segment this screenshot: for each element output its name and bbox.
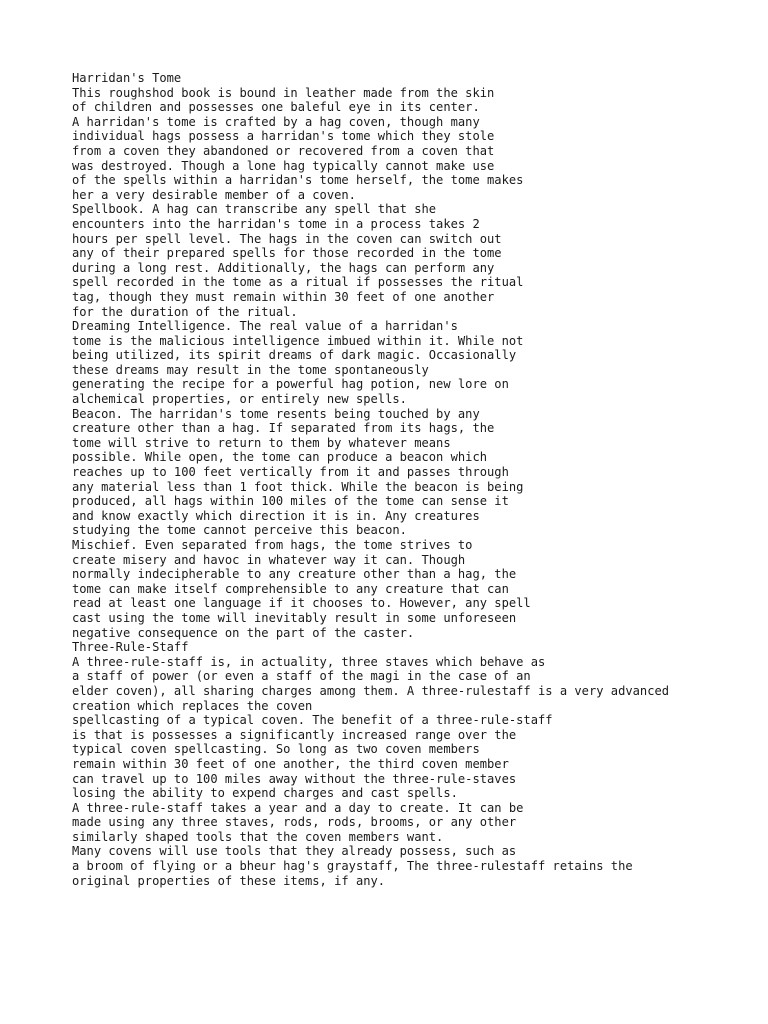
text-line: of children and possesses one baleful eye in its center. — [72, 100, 480, 115]
text-line: Many covens will use tools that they already possess, such as — [72, 844, 517, 859]
text-line: alchemical properties, or entirely new spells. — [72, 392, 407, 407]
text-line: her a very desirable member of a coven. — [72, 187, 356, 202]
text-line: for the duration of the ritual. — [72, 304, 298, 319]
text-line: tome will strive to return to them by whatever means — [72, 435, 451, 450]
document-page — [72, 71, 762, 888]
text-line: normally indecipherable to any creature other than a hag, the — [72, 567, 517, 582]
text-line: typical coven spellcasting. So long as two coven members — [72, 742, 480, 757]
text-line: Three-Rule-Staff — [72, 640, 189, 655]
text-line: a broom of flying or a bheur hag's graystaff, The three-rulestaff retains the — [72, 859, 633, 874]
text-line: tag, though they must remain within 30 feet of one another — [72, 289, 495, 304]
text-line: spell recorded in the tome as a ritual if possesses the ritual — [72, 275, 524, 290]
text-line: from a coven they abandoned or recovered from a coven that — [72, 143, 495, 158]
text-line: encounters into the harridan's tome in a process takes 2 — [72, 216, 480, 231]
text-line: these dreams may result in the tome spontaneously — [72, 362, 429, 377]
text-line: individual hags possess a harridan's tome which they stole — [72, 129, 495, 144]
text-line: remain within 30 feet of one another, the third coven member — [72, 756, 509, 771]
text-line: creature other than a hag. If separated from its hags, the — [72, 421, 495, 436]
text-line: and know exactly which direction it is in. Any creatures — [72, 508, 480, 523]
text-line: similarly shaped tools that the coven members want. — [72, 829, 444, 844]
text-line: can travel up to 100 miles away without the three-rule-staves — [72, 771, 517, 786]
text-line: Spellbook. A hag can transcribe any spell that she — [72, 202, 437, 217]
text-line: made using any three staves, rods, rods, brooms, or any other — [72, 815, 517, 830]
text-line: generating the recipe for a powerful hag potion, new lore on — [72, 377, 509, 392]
text-line: This roughshod book is bound in leather made from the skin — [72, 85, 495, 100]
text-line: A harridan's tome is crafted by a hag coven, though many — [72, 114, 480, 129]
text-line: Mischief. Even separated from hags, the tome strives to — [72, 538, 473, 552]
text-line: Beacon. The harridan's tome resents being touched by any — [72, 406, 480, 421]
text-line: of the spells within a harridan's tome herself, the tome makes — [72, 173, 524, 188]
text-line: Harridan's Tome — [72, 71, 182, 85]
text-line: any material less than 1 foot thick. While the beacon is being — [72, 479, 524, 494]
text-line: Dreaming Intelligence. The real value of a harridan's — [72, 319, 458, 334]
text-line: A three-rule-staff takes a year and a day to create. It can be — [72, 800, 524, 815]
text-line: produced, all hags within 100 miles of the tome can sense it — [72, 494, 509, 509]
text-line: A three-rule-staff is, in actuality, three staves which behave as — [72, 654, 546, 669]
text-line: was destroyed. Though a lone hag typically cannot make use — [72, 158, 495, 173]
text-line: original properties of these items, if any. — [72, 873, 386, 888]
text-line: any of their prepared spells for those recorded in the tome — [72, 246, 502, 261]
text-line: tome is the malicious intelligence imbued within it. While not — [72, 333, 524, 348]
text-line: losing the ability to expend charges and cast spells. — [72, 786, 458, 801]
text-line: studying the tome cannot perceive this beacon. — [72, 523, 407, 538]
text-line: create misery and havoc in whatever way it can. Though — [72, 552, 466, 567]
text-line: negative consequence on the part of the caster. — [72, 625, 415, 640]
text-line: spellcasting of a typical coven. The benefit of a three-rule-staff — [72, 713, 553, 728]
text-line: read at least one language if it chooses to. However, any spell — [72, 596, 531, 611]
text-line: possible. While open, the tome can produce a beacon which — [72, 450, 488, 465]
text-line: cast using the tome will inevitably result in some unforeseen — [72, 610, 517, 625]
text-line: during a long rest. Additionally, the hags can perform any — [72, 260, 495, 275]
text-line: hours per spell level. The hags in the coven can switch out — [72, 231, 502, 246]
text-line: being utilized, its spirit dreams of dark magic. Occasionally — [72, 348, 517, 363]
text-line: reaches up to 100 feet vertically from it and passes through — [72, 465, 509, 480]
text-line: elder coven), all sharing charges among them. A three-rulestaff is a very advanced — [72, 683, 670, 698]
text-line: a staff of power (or even a staff of the magi in the case of an — [72, 669, 531, 684]
text-line: tome can make itself comprehensible to any creature that can — [72, 581, 509, 596]
text-line: creation which replaces the coven — [72, 698, 313, 713]
text-line: is that is possesses a significantly increased range over the — [72, 727, 517, 742]
